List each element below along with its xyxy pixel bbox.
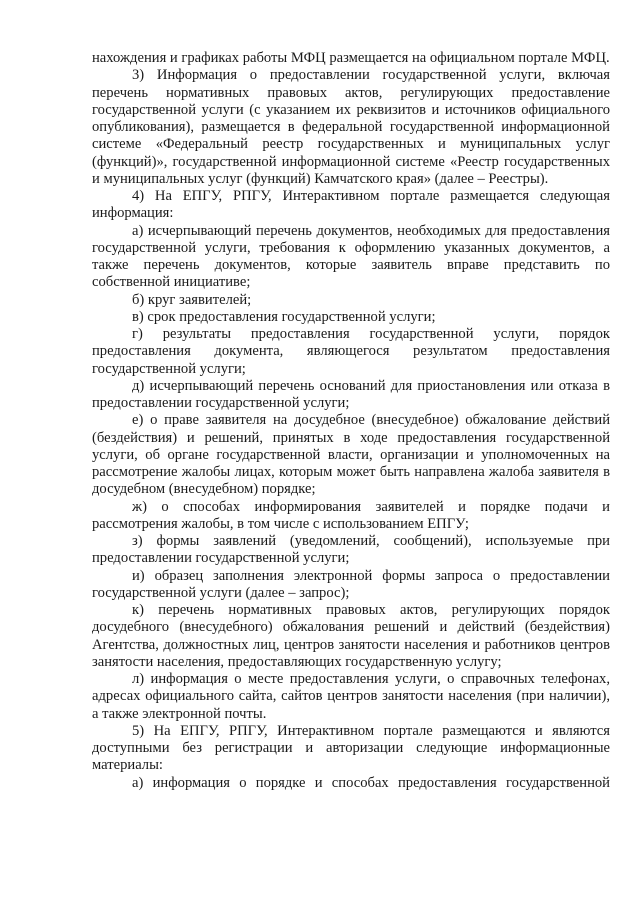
list-item: а) исчерпывающий перечень документов, необходимых для предоставления государственной услуги, требования к оформлению указанных документов, а также перечень документов, которые заявитель вправе представить по собственной инициативе; — [92, 222, 610, 291]
list-item: л) информация о месте предоставления услуги, о справочных телефонах, адресах официального сайта, сайтов центров занятости населения (при наличии), а также электронной почты. — [92, 671, 610, 722]
list-item: ж) о способах информирования заявителей и порядке подачи и рассмотрения жалобы, в том числе с использованием ЕПГУ; — [92, 498, 610, 532]
list-item: а) информация о порядке и способах предоставления государственной — [132, 774, 610, 791]
list-item: г) результаты предоставления государственной услуги, порядок предоставления документа, являющегося результатом предоставления государственной услуги; — [92, 326, 610, 377]
list-item: в) срок предоставления государственной услуги; — [132, 308, 436, 325]
paragraph: 5) На ЕПГУ, РПГУ, Интерактивном портале размещаются и являются доступными без регистрации и авторизации следующие информационные материалы: — [92, 722, 610, 774]
list-item: д) исчерпывающий перечень оснований для приостановления или отказа в предоставлении государственной услуги; — [92, 377, 610, 411]
list-item: б) круг заявителей; — [132, 291, 252, 308]
list-item: и) образец заполнения электронной формы запроса о предоставлении государственной услуги (далее – запрос); — [92, 567, 610, 601]
list-item: е) о праве заявителя на досудебное (внесудебное) обжалование действий (бездействия) и решений, принятых в ходе предоставления государственной услуги, об органе государственной власти, организации и уполномоченных на рассмотрение жалобы лицах, которым может быть направлена жалоба заявителя в досудебном (внесудебном) порядке; — [92, 412, 610, 498]
paragraph: нахождения и графиках работы МФЦ размещается на официальном портале МФЦ. — [92, 50, 610, 66]
paragraph: 3) Информация о предоставлении государственной услуги, включая перечень нормативных правовых актов, регулирующих предоставление государственной услуги (с указанием их реквизитов и источников официального опубликования), размещается в федеральной государственной информационной системе «Федеральный реестр государственных и муниципальных услуг (функций)», государственной информационной системе «Реестр государственных и муниципальных услуг (функций) Камчатского края» (далее – Реестры). — [92, 67, 610, 187]
list-item: к) перечень нормативных правовых актов, регулирующих порядок досудебного (внесудебного) обжалования решений и действий (бездействия) Агентства, должностных лиц, центров занятости населения и работников центров занятости населения, предоставляющих государственную услугу; — [92, 602, 610, 670]
paragraph: 4) На ЕПГУ, РПГУ, Интерактивном портале размещается следующая информация: — [92, 188, 610, 222]
list-item: з) формы заявлений (уведомлений, сообщений), используемые при предоставлении государственной услуги; — [92, 533, 610, 567]
